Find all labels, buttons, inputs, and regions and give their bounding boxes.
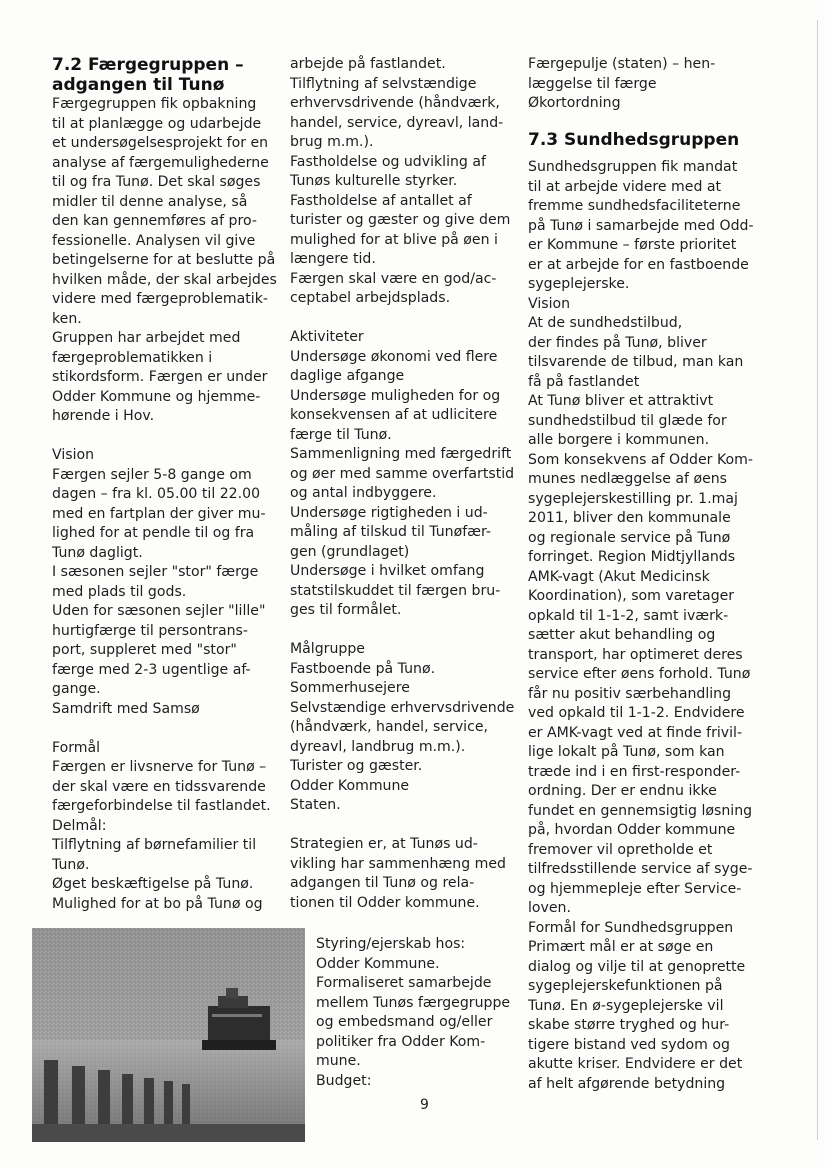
text-line: analyse af færgemulighederne — [52, 154, 269, 171]
text-line: ved opkald til 1-1-2. Endvidere — [528, 705, 745, 721]
text-line: tigere bistand ved sydom og — [528, 1036, 730, 1053]
text-line: Delmål: — [52, 817, 107, 834]
text-line: og regionale service på Tunø — [528, 529, 731, 546]
text-line: får nu positiv særbehandling — [528, 685, 732, 702]
text-line: Tunø. En ø-sygeplejerske vil — [528, 997, 724, 1014]
text-line: Færgen er livsnerve for Tunø – — [52, 759, 267, 775]
text-line: og embedsmand og/eller — [316, 1014, 493, 1030]
text-line: arbejde på fastlandet. — [290, 56, 446, 72]
text-line: færge med 2-3 ugentlige af- — [52, 661, 251, 678]
text-line: er at arbejde for en fastboende — [528, 256, 749, 273]
text-line: service efter øens forhold. Tunø — [528, 666, 751, 682]
text-line: mulighed for at blive på øen i — [290, 231, 498, 248]
text-line: Vision — [52, 447, 95, 463]
text-line: skabe større tryghed og hur- — [528, 1017, 730, 1033]
text-line: den kan gennemføres af pro- — [52, 213, 257, 229]
text-line: Odder Kommune — [290, 777, 410, 794]
blank-line — [52, 719, 274, 739]
text-line: Staten. — [290, 797, 341, 813]
column-3-top — [528, 55, 760, 114]
text-line: Fastholdelse og udvikling af — [290, 153, 486, 170]
text-line: Tilflytning af børnefamilier til — [52, 837, 257, 853]
text-line: Undersøge økonomi ved flere — [290, 348, 498, 365]
text-line: konsekvensen af at udlicitere — [290, 407, 498, 423]
text-line: Sundhedsgruppen fik mandat — [528, 159, 738, 175]
text-line: Turister og gæster. — [290, 758, 423, 774]
blank-line — [290, 816, 512, 836]
text-line: videre med færgeproblematik- — [52, 291, 268, 307]
text-line: hvilken måde, der skal arbejdes — [52, 271, 277, 288]
text-line: ges til formålet. — [290, 602, 402, 618]
text-line: Styring/ejerskab hos: — [316, 936, 466, 952]
text-line: fremme sundhedsfaciliteterne — [528, 198, 741, 214]
text-line: med plads til gods. — [52, 583, 187, 600]
text-line: Tilflytning af selvstændige — [290, 75, 477, 92]
text-line: til at planlægge og udarbejde — [52, 115, 262, 132]
text-line: gen (grundlaget) — [290, 543, 410, 560]
text-line: Fastboende på Tunø. — [290, 660, 436, 677]
text-line: sygeplejerskestilling pr. 1.maj — [528, 490, 738, 507]
text-line: Mulighed for at bo på Tunø og — [52, 895, 263, 912]
heading-line: 7.2 Færgegruppen – — [52, 55, 244, 75]
text-line: af helt afgørende betydning — [528, 1075, 726, 1092]
text-line: mellem Tunøs færgegruppe — [316, 994, 511, 1011]
text-line: Strategien er, at Tunøs ud- — [290, 836, 478, 852]
text-line: lighed for at pendle til og fra — [52, 525, 255, 541]
blank-line — [290, 621, 512, 641]
text-line: port, suppleret med "stor" — [52, 642, 237, 658]
text-line: et undersøgelsesprojekt for en — [52, 135, 269, 151]
column-3 — [528, 158, 754, 1094]
text-line: Tunø dagligt. — [52, 544, 143, 561]
text-line: munes nedlæggelse af øens — [528, 471, 728, 487]
text-line: Færgepulje (staten) – hen- — [528, 56, 716, 72]
text-line: og antal indbyggere. — [290, 485, 437, 501]
text-line: tilfredsstillende service af syge- — [528, 861, 753, 877]
text-line: Koordination), som varetager — [528, 588, 735, 604]
text-line: ordning. Der er endnu ikke — [528, 783, 717, 799]
text-line: Målgruppe — [290, 641, 365, 657]
text-line: færge til Tunø. — [290, 426, 392, 443]
text-line: loven. — [528, 900, 571, 916]
text-line: Gruppen har arbejdet med — [52, 330, 241, 346]
text-line: Primært mål er at søge en — [528, 939, 714, 955]
text-line: Tunø. — [52, 856, 90, 873]
text-line: er Kommune – første prioritet — [528, 237, 737, 253]
text-line: på, hvordan Odder kommune — [528, 822, 736, 838]
text-line: stikordsform. Færgen er under — [52, 369, 268, 385]
text-line: Økortordning — [528, 95, 621, 111]
text-line: på Tunø i samarbejde med Odd- — [528, 217, 754, 234]
section-heading-7-3 — [528, 130, 739, 150]
text-line: politiker fra Odder Kom- — [316, 1033, 486, 1050]
text-line: Færgen sejler 5-8 gange om — [52, 466, 252, 483]
text-line: måling af tilskud til Tunøfær- — [290, 524, 491, 540]
text-line: dagen – fra kl. 05.00 til 22.00 — [52, 486, 261, 502]
blank-line — [290, 309, 512, 329]
text-line: få på fastlandet — [528, 373, 640, 390]
page-edge-line — [817, 20, 818, 1140]
text-line: 2011, bliver den kommunale — [528, 510, 731, 526]
text-line: Undersøge i hvilket omfang — [290, 563, 485, 579]
text-line: Formaliseret samarbejde — [316, 975, 492, 991]
text-line: Samdrift med Samsø — [52, 700, 200, 717]
text-line: Formål — [52, 739, 101, 756]
text-line: midler til denne analyse, så — [52, 193, 248, 210]
column-1 — [52, 55, 277, 914]
text-line: statstilskuddet til færgen bru- — [290, 582, 501, 599]
text-line: der findes på Tunø, bliver — [528, 334, 707, 351]
text-line: daglige afgange — [290, 368, 405, 384]
text-line: Formål for Sundhedsgruppen — [528, 919, 734, 936]
text-line: erhvervsdrivende (håndværk, — [290, 95, 500, 111]
text-line: sygeplejerske. — [528, 276, 630, 292]
text-line: (håndværk, handel, service, — [290, 719, 489, 735]
column-3-top-text — [528, 55, 760, 114]
text-line: Færgen skal være en god/ac- — [290, 270, 497, 287]
text-line: Sommerhusejere — [290, 680, 410, 696]
text-line: vikling har sammenhæng med — [290, 855, 506, 872]
text-line: Sammenligning med færgedrift — [290, 446, 512, 462]
text-line: I sæsonen sejler "stor" færge — [52, 564, 259, 580]
text-line: er AMK-vagt ved at finde frivil- — [528, 724, 743, 741]
blank-line — [52, 427, 274, 447]
column-2-text — [290, 55, 515, 913]
text-line: og hjemmepleje efter Service- — [528, 880, 742, 897]
text-line: handel, service, dyreavl, land- — [290, 114, 504, 131]
text-line: transport, har optimeret deres — [528, 646, 743, 663]
text-line: træde ind i en first-responder- — [528, 763, 741, 780]
text-line: Som konsekvens af Odder Kom- — [528, 451, 753, 468]
text-line: betingelserne for at beslutte på — [52, 252, 276, 268]
text-line: Budget: — [316, 1072, 372, 1089]
text-line: alle borgere i kommunen. — [528, 432, 710, 448]
text-line: sætter akut behandling og — [528, 627, 716, 643]
text-line: Undersøge muligheden for og — [290, 387, 501, 404]
text-line: ken. — [52, 310, 82, 327]
column-2-lower-text — [316, 935, 510, 1091]
text-line: Aktiviteter — [290, 329, 364, 345]
text-line: der skal være en tidssvarende — [52, 778, 266, 795]
column-2 — [290, 55, 515, 913]
text-line: Uden for sæsonen sejler "lille" — [52, 603, 266, 619]
text-line: fessionelle. Analysen vil give — [52, 232, 256, 249]
text-line: hørende i Hov. — [52, 408, 155, 424]
text-line: og øer med samme overfartstid — [290, 465, 515, 482]
heading-line: adgangen til Tunø — [52, 75, 225, 95]
text-line: gange. — [52, 681, 101, 697]
text-line: med en fartplan der giver mu- — [52, 505, 266, 522]
text-line: lige lokalt på Tunø, som kan — [528, 744, 725, 760]
text-line: færgeproblematikken i — [52, 349, 213, 366]
text-line: Tunøs kulturelle styrker. — [290, 173, 458, 189]
text-line: Selvstændige erhvervsdrivende — [290, 699, 515, 716]
text-line: adgangen til Tunø og rela- — [290, 875, 475, 891]
column-3-text — [528, 158, 754, 1094]
text-line: turister og gæster og give dem — [290, 212, 511, 228]
text-line: til at arbejde videre med at — [528, 178, 722, 195]
text-line: akutte kriser. Endvidere er det — [528, 1056, 743, 1072]
text-line: tionen til Odder kommune. — [290, 894, 480, 911]
text-line: Undersøge rigtigheden i ud- — [290, 504, 488, 521]
text-line: Fastholdelse af antallet af — [290, 192, 472, 209]
column-2-lower — [316, 935, 510, 1091]
section-heading-7-2 — [52, 55, 274, 95]
text-line: sygeplejerskefunktionen på — [528, 978, 723, 994]
heading-line: 7.3 Sundhedsgruppen — [528, 130, 740, 150]
text-line: mune. — [316, 1053, 361, 1069]
text-line: AMK-vagt (Akut Medicinsk — [528, 568, 710, 585]
text-line: sundhedstilbud til glæde for — [528, 412, 727, 429]
text-line: Odder Kommune. — [316, 955, 440, 972]
text-line: At de sundhedstilbud, — [528, 315, 683, 331]
column-1-text — [52, 95, 277, 914]
text-line: At Tunø bliver et attraktivt — [528, 393, 714, 409]
text-line: Odder Kommune og hjemme- — [52, 388, 261, 405]
text-line: Øget beskæftigelse på Tunø. — [52, 876, 254, 892]
text-line: fremover vil opretholde et — [528, 841, 713, 858]
column-3-heading-wrap — [528, 130, 739, 150]
text-line: ceptabel arbejdsplads. — [290, 290, 451, 306]
text-line: længere tid. — [290, 251, 376, 267]
text-line: fundet en gennemsigtig løsning — [528, 802, 753, 819]
text-line: læggelse til færge — [528, 75, 657, 92]
text-line: dyreavl, landbrug m.m.). — [290, 738, 466, 755]
page-number: 9 — [420, 1097, 429, 1113]
text-line: brug m.m.). — [290, 134, 374, 150]
text-line: til og fra Tunø. Det skal søges — [52, 174, 261, 190]
text-line: hurtigfærge til persontrans- — [52, 622, 248, 639]
text-line: forringet. Region Midtjyllands — [528, 549, 736, 565]
text-line: Vision — [528, 295, 571, 312]
text-line: Færgegruppen fik opbakning — [52, 96, 257, 112]
text-line: dialog og vilje til at genoprette — [528, 958, 746, 975]
text-line: færgeforbindelse til fastlandet. — [52, 798, 271, 814]
text-line: tilsvarende de tilbud, man kan — [528, 354, 744, 370]
ferry-harbour-photo — [32, 928, 305, 1142]
text-line: opkald til 1-1-2, samt iværk- — [528, 607, 729, 624]
